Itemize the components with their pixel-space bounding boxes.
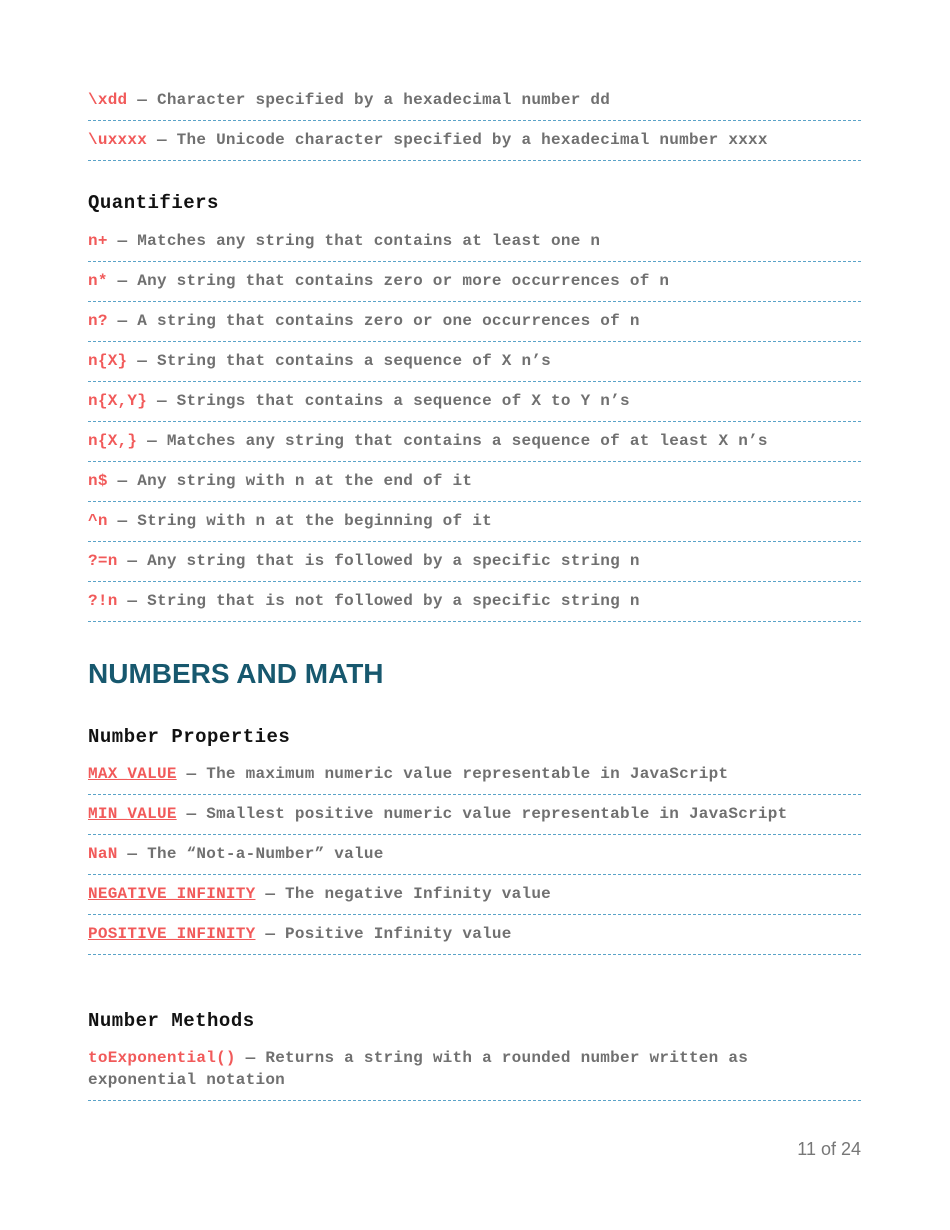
entry-desc: — The maximum numeric value representable in JavaScript [176,765,729,783]
list-item [88,835,861,875]
entry-desc: — The negative Infinity value [255,885,552,903]
list-item [88,302,861,342]
entry-term: \uxxxx [88,131,148,149]
entry-term: n{X,} [88,432,138,450]
entry-desc: — Matches any string that contains at least one n [107,232,601,250]
entry-desc: — Returns a string with a rounded number written as exponential notation [88,1049,749,1089]
list-item [88,795,861,835]
list-item [88,382,861,422]
entry-desc: — The “Not-a-Number” value [117,845,384,863]
entry-desc: — Matches any string that contains a sequence of at least X n’s [137,432,768,450]
list-item [88,121,861,161]
entry-desc: — Any string that contains zero or more occurrences of n [107,272,670,290]
entry-term: ?=n [88,552,118,570]
list-item [88,915,861,955]
entry-term: toExponential() [88,1049,236,1067]
entry-term: MIN_VALUE [88,805,177,823]
entry-term: NEGATIVE_INFINITY [88,885,256,903]
entry-term: n? [88,312,108,330]
list-item [88,582,861,622]
number-methods-heading: Number Methods [88,1010,255,1032]
entry-term: NaN [88,845,118,863]
quantifiers-list [88,230,861,622]
list-item [88,262,861,302]
quantifiers-heading: Quantifiers [88,192,219,214]
list-item [88,89,861,121]
entry-term: MAX_VALUE [88,765,177,783]
list-item [88,1047,861,1101]
list-item [88,342,861,382]
entry-term: POSITIVE_INFINITY [88,925,256,943]
section-title: NUMBERS AND MATH [88,658,384,689]
entry-term: \xdd [88,91,128,109]
entry-desc: — Smallest positive numeric value representable in JavaScript [176,805,788,823]
entry-desc: — Positive Infinity value [255,925,512,943]
entry-desc: — Character specified by a hexadecimal number dd [127,91,611,109]
page-number: 11 of 24 [797,1139,861,1159]
list-item [88,763,861,795]
entry-desc: — The Unicode character specified by a hexadecimal number xxxx [147,131,768,149]
number-properties-list [88,763,861,955]
number-properties-heading: Number Properties [88,726,291,748]
number-methods-list [88,1047,861,1101]
list-item [88,462,861,502]
entry-term: n* [88,272,108,290]
list-item [88,422,861,462]
entry-term: n{X,Y} [88,392,148,410]
entry-desc: — Any string that is followed by a specific string n [117,552,640,570]
list-item [88,542,861,582]
entry-term: n+ [88,232,108,250]
list-item [88,875,861,915]
entry-desc: — Strings that contains a sequence of X to Y n’s [147,392,630,410]
entry-term: n$ [88,472,108,490]
entry-desc: — A string that contains zero or one occurrences of n [107,312,640,330]
list-item [88,230,861,262]
entry-term: ^n [88,512,108,530]
entry-term: ?!n [88,592,118,610]
entry-desc: — String that is not followed by a specific string n [117,592,640,610]
entry-term: n{X} [88,352,128,370]
escape-list [88,89,861,161]
list-item [88,502,861,542]
entry-desc: — String that contains a sequence of X n’s [127,352,552,370]
entry-desc: — String with n at the beginning of it [107,512,492,530]
entry-desc: — Any string with n at the end of it [107,472,473,490]
